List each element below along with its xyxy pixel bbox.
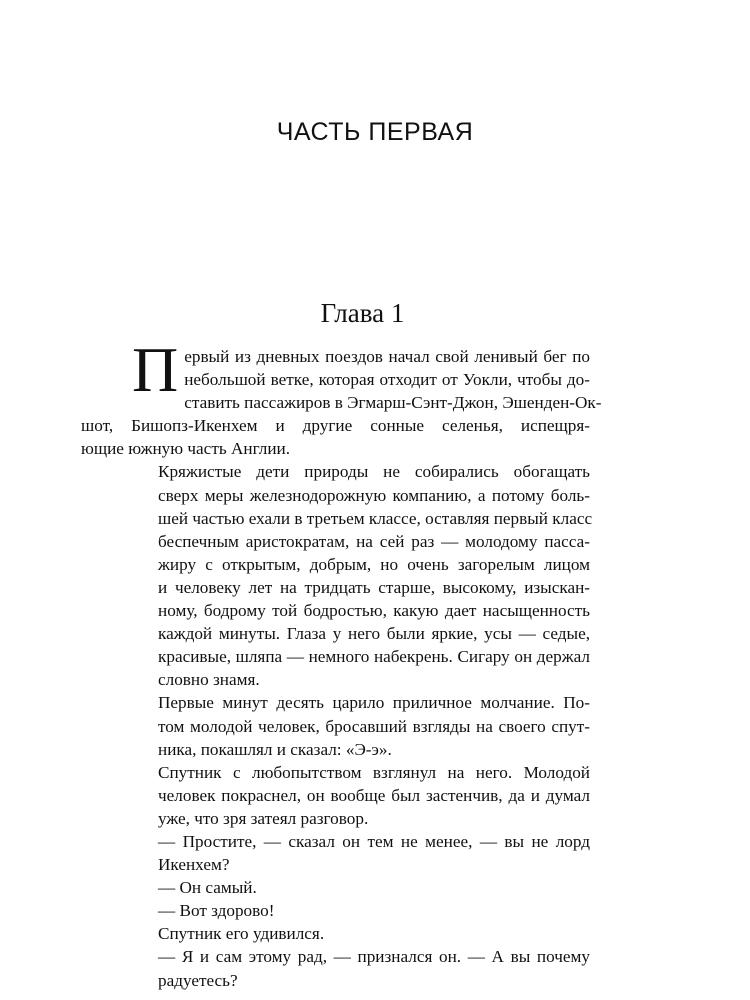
text-line: — Он самый. [158,878,257,898]
paragraph [132,922,590,945]
text-line: том молодой человек, бросавший взгляды на своего спут- [158,716,590,736]
text-line: ника, покашлял и сказал: «Э-э». [158,739,392,759]
paragraph [132,761,590,830]
text-line: ставить пассажиров в Эгмарш-Сэнт-Джон, Эшенден-Ок- [184,393,602,413]
text-line: Спутник его удивился. [158,924,325,944]
text-line: каждой минуты. Глаза у него были яркие, усы — седые, [158,624,590,644]
text-line: Кряжистые дети природы не собирались обогащать [158,462,590,482]
text-line: — Вот здорово! [158,901,275,921]
paragraph [132,876,590,899]
paragraph [132,945,590,991]
paragraph [132,830,590,876]
text-line: словно знамя. [158,670,260,690]
text-line: жиру с открытым, добрым, но очень загорелым лицом [158,554,590,574]
text-line: — Я и сам этому рад, — признался он. — А вы почему [158,947,590,967]
text-line: ющие южную часть Англии. [81,439,291,459]
text-line: ервый из дневных поездов начал свой ленивый бег по [184,347,590,366]
text-line: радуетесь? [158,970,238,990]
text-line: беспечным аристократам, на сей раз — молодому пасса- [158,531,590,551]
paragraph [132,899,590,922]
text-line: шот, Бишопз-Икенхем и другие сонные селенья, испещря- [81,416,590,436]
text-line: уже, что зря затеял разговор. [158,808,369,828]
paragraph [132,460,593,691]
paragraph [81,334,602,460]
text-line: красивые, шляпа — немного набекрень. Сигару он держал [158,647,590,667]
text-line: ному, бодрому той бодростью, какую дает насыщенность [158,601,590,621]
part-title: ЧАСТЬ ПЕРВАЯ [276,118,474,146]
chapter-text [81,334,602,992]
chapter-title: Глава 1 [320,298,405,328]
paragraph [132,691,590,760]
text-line: Первые минут десять царило приличное молчание. По- [158,693,590,713]
text-line: сверх меры железнодорожную компанию, а потому боль- [158,485,590,505]
text-line: — Простите, — сказал он тем не менее, — вы не лорд [158,831,590,851]
text-line: Спутник с любопытством взглянул на него. Молодой [158,762,590,782]
text-line: человек покраснел, он вообще был застенчив, да и думал [158,785,590,805]
text-line: небольшой ветке, которая отходит от Уокли, чтобы до- [184,370,590,390]
text-line: и человеку лет на тридцать старше, высокому, изыскан- [158,577,590,597]
text-line: Икенхем? [158,855,230,875]
text-line: шей частью ехали в третьем классе, оставляя первый класс [158,508,593,528]
drop-cap: П [132,334,179,405]
